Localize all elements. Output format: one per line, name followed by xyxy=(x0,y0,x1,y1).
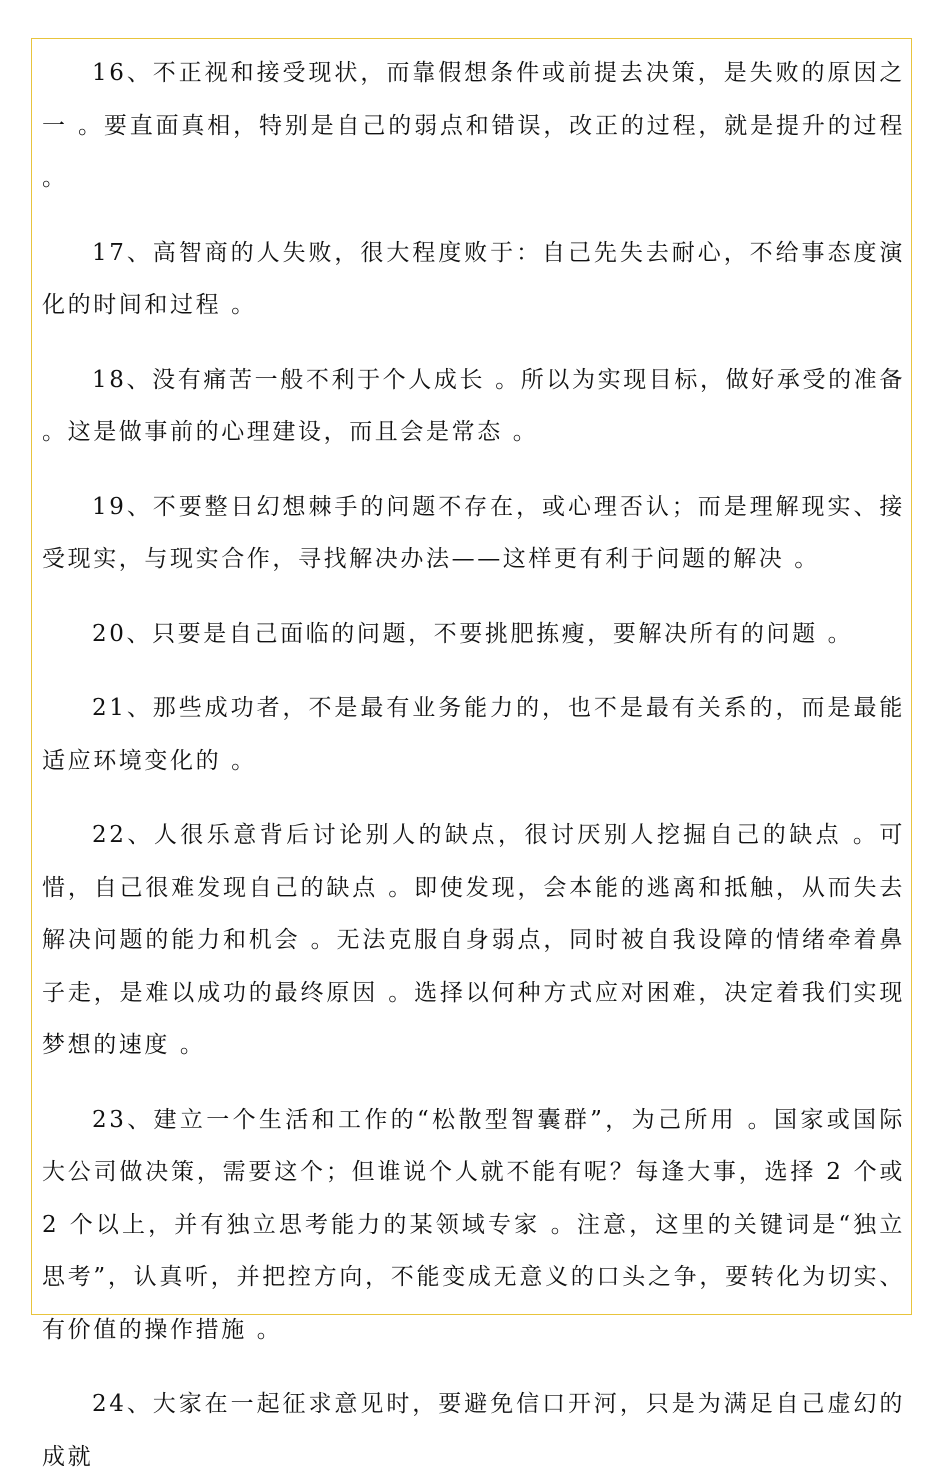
page-frame xyxy=(31,38,912,1470)
document-body xyxy=(42,47,905,1483)
paragraph-20: 20、只要是自己面临的问题，不要挑肥拣瘦，要解决所有的问题 。 xyxy=(92,620,854,647)
paragraph-24: 24、大家在一起征求意见时，要避免信口开河，只是为满足自己虚幻的成就 xyxy=(42,1391,905,1470)
paragraph-16: 16、不正视和接受现状，而靠假想条件或前提去决策，是失败的原因之一 。要直面真相，特别是自己的弱点和错误，改正的过程，就是提升的过程 。 xyxy=(42,60,905,191)
paragraph-17: 17、高智商的人失败，很大程度败于：自己先失去耐心，不给事态度演化的时间和过程 。 xyxy=(42,239,905,318)
paragraph-22: 22、人很乐意背后讨论别人的缺点，很讨厌别人挖掘自己的缺点 。可惜，自己很难发现自己的缺点 。即使发现，会本能的逃离和抵触，从而失去解决问题的能力和机会 。无法克服自身弱点，同时被自我设障的情绪牵着鼻子走，是难以成功的最终原因 。选择以何种方式应对困难，决定着我们实现梦想的速度 。 xyxy=(42,822,905,1058)
paragraph-21: 21、那些成功者，不是最有业务能力的，也不是最有关系的，而是最能适应环境变化的 。 xyxy=(42,695,905,774)
paragraph-18: 18、没有痛苦一般不利于个人成长 。所以为实现目标，做好承受的准备 。这是做事前的心理建设，而且会是常态 。 xyxy=(42,366,905,445)
paragraph-19: 19、不要整日幻想棘手的问题不存在，或心理否认；而是理解现实、接受现实，与现实合作，寻找解决办法——这样更有利于问题的解决 。 xyxy=(42,493,905,572)
paragraph-23: 23、建立一个生活和工作的“松散型智囊群”，为己所用 。国家或国际大公司做决策，需要这个；但谁说个人就不能有呢？每逢大事，选择 2 个或 2 个以上，并有独立思考能力的某领域专家 。注意，这里的关键词是“独立思考”，认真听，并把控方向，不能变成无意义的口头之争，要转化为切实、有价值的操作措施 。 xyxy=(42,1106,905,1343)
